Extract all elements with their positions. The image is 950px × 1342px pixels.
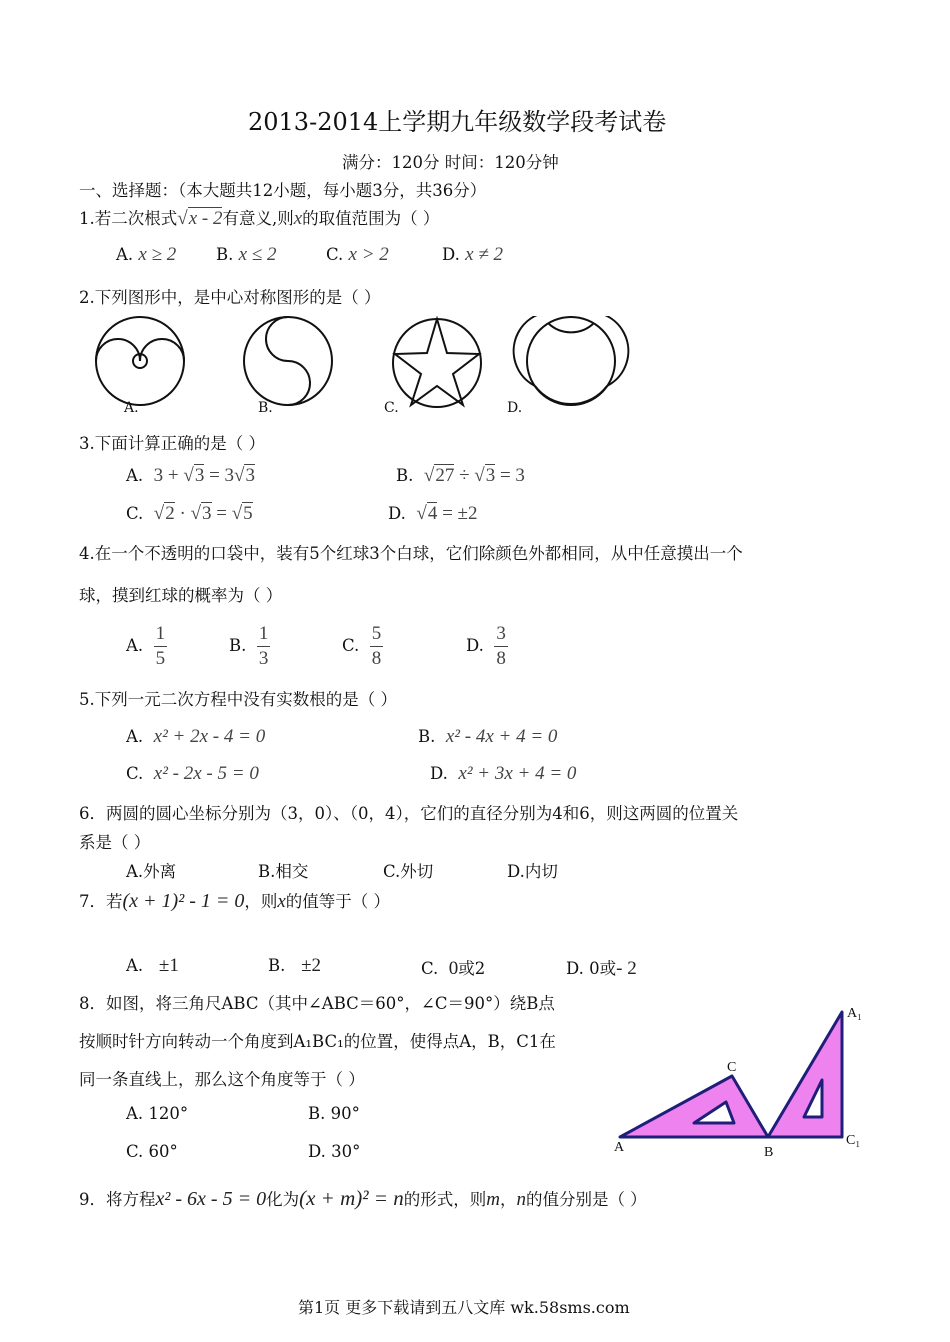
q3-option-b[interactable]: B. √27 ÷ √3 = 3	[396, 465, 525, 486]
figure-a-heart-circle-icon	[96, 317, 184, 405]
label-b: B	[764, 1145, 774, 1160]
q1-option-a[interactable]: A. x ≥ 2	[116, 244, 177, 265]
q2-figures	[90, 316, 630, 416]
q1-radical: √x - 2	[177, 208, 223, 229]
q6-option-c[interactable]: C.外切	[383, 862, 434, 881]
page-title: 2013-2014上学期九年级数学段考试卷	[248, 108, 667, 136]
q1-option-b[interactable]: B. x ≤ 2	[216, 244, 277, 265]
question-6-line-2: 系是（ ）	[79, 833, 151, 852]
q4-option-a[interactable]: A. $\frac{1}{5}$	[126, 623, 166, 669]
label-c: C	[727, 1060, 737, 1075]
q2-option-b[interactable]: B.	[258, 400, 273, 416]
q5-option-b[interactable]: B. x² - 4x + 4 = 0	[418, 726, 558, 747]
question-8-line-3: 同一条直线上，那么这个角度等于（ ）	[79, 1070, 365, 1089]
question-2: 2.下列图形中，是中心对称图形的是（ ）	[79, 288, 381, 307]
q5-option-c[interactable]: C. x² - 2x - 5 = 0	[126, 763, 259, 784]
figure-b-yin-yang-icon	[244, 317, 332, 405]
question-8-line-1: 8．如图，将三角尺ABC（其中∠ABC＝60°，∠C＝90°）绕B点	[79, 994, 555, 1013]
question-3: 3.下面计算正确的是（ ）	[79, 434, 265, 453]
q2-option-a[interactable]: A.	[124, 400, 139, 416]
q2-option-c[interactable]: C.	[384, 400, 399, 416]
triangle-abc	[620, 1076, 768, 1137]
q8-option-d[interactable]: D. 30°	[308, 1142, 361, 1161]
q4-option-c[interactable]: C. $\frac{5}{8}$	[342, 623, 382, 669]
section-heading: 一、选择题：（本大题共12小题，每小题3分，共36分）	[79, 181, 487, 200]
page-footer: 第1页 更多下载请到五八文库 wk.58sms.com	[298, 1298, 630, 1317]
q1-option-d[interactable]: D. x ≠ 2	[442, 244, 504, 265]
label-a1: A₁	[847, 1006, 862, 1021]
q7-option-d[interactable]: D. 0或- 2	[566, 958, 637, 979]
q4-option-b[interactable]: B. $\frac{1}{3}$	[229, 623, 269, 669]
q8-option-b[interactable]: B. 90°	[308, 1104, 360, 1123]
figure-c-star-circle-icon	[393, 319, 481, 407]
q7-option-a[interactable]: A. ±1	[126, 955, 179, 976]
question-5: 5.下列一元二次方程中没有实数根的是（ ）	[79, 690, 397, 709]
q3-option-c[interactable]: C. √2 · √3 = √5	[126, 503, 253, 524]
q8-option-c[interactable]: C. 60°	[126, 1142, 178, 1161]
question-1: 1.若二次根式√x - 2有意义,则x的取值范围为（ ）	[79, 208, 440, 229]
q6-option-d[interactable]: D.内切	[507, 862, 558, 881]
q3-option-a[interactable]: A. 3 + √3 = 3√3	[126, 465, 255, 486]
q7-option-c[interactable]: C. 0或2	[421, 958, 486, 979]
q1-option-c[interactable]: C. x > 2	[326, 244, 389, 265]
figure-d-trefoil-circle-icon	[514, 316, 629, 405]
label-c1: C₁	[846, 1133, 861, 1148]
q3-option-d[interactable]: D. √4 = ±2	[388, 503, 478, 524]
question-4-line-2: 球，摸到红球的概率为（ ）	[79, 586, 283, 605]
q6-option-a[interactable]: A.外离	[126, 862, 177, 881]
q2-option-d[interactable]: D.	[507, 400, 523, 416]
label-a: A	[614, 1140, 625, 1155]
question-7: 7．若(x + 1)² - 1 = 0，则x的值等于（ ）	[79, 890, 391, 912]
q5-option-d[interactable]: D. x² + 3x + 4 = 0	[430, 763, 577, 784]
question-4-line-1: 4.在一个不透明的口袋中，装有5个红球3个白球，它们除颜色外都相同，从中任意摸出一个	[79, 544, 743, 563]
exam-meta: 满分：120分 时间：120分钟	[342, 153, 559, 172]
q7-option-b[interactable]: B. ±2	[268, 955, 322, 976]
q8-option-a[interactable]: A. 120°	[126, 1104, 189, 1123]
question-8-line-2: 按顺时针方向转动一个角度到A₁BC₁的位置，使得点A，B，C1在	[79, 1032, 556, 1051]
q4-option-d[interactable]: D. $\frac{3}{8}$	[466, 623, 506, 669]
q1-stem: 1.若二次根式	[79, 209, 178, 228]
question-6-line-1: 6．两圆的圆心坐标分别为（3，0）、（0，4），它们的直径分别为4和6，则这两圆的位置关	[79, 804, 739, 823]
q8-triangle-figure	[610, 1000, 870, 1160]
q6-option-b[interactable]: B.相交	[258, 862, 309, 881]
question-9: 9．将方程x² - 6x - 5 = 0化为(x + m)² = n的形式，则m，n的值分别是（ ）	[79, 1186, 647, 1210]
q5-option-a[interactable]: A. x² + 2x - 4 = 0	[126, 726, 266, 747]
